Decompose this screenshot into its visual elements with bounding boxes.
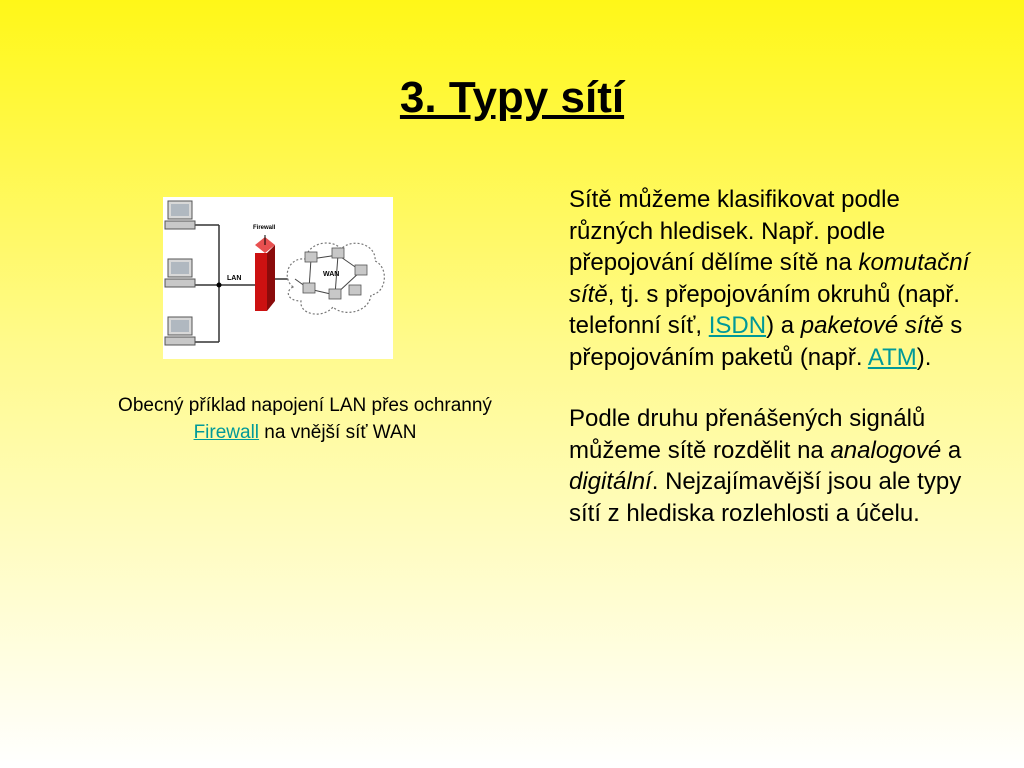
isdn-link[interactable]: ISDN [708,312,767,339]
emphasis-text: analogové [830,436,942,464]
firewall-link[interactable]: Firewall [193,422,260,443]
emphasis-text: digitální [569,468,652,495]
text-segment: a [941,436,962,464]
caption-text: Obecný příklad napojení LAN přes ochranný [118,395,492,416]
wan-label: WAN [323,271,340,278]
text-segment: , tj. s přepojováním okruhů (např. telefonní síť, [569,280,960,339]
paragraph-signal-types [569,403,974,529]
image-caption [110,392,500,446]
network-diagram [163,197,393,359]
firewall-label: Firewall [253,225,276,231]
firewall-icon [255,235,275,311]
lan-label: LAN [227,275,242,282]
slide-title: 3. Typy sítí [399,73,625,122]
text-segment: . Nejzajímavější jsou ale typy sítí z hlediska rozlehlosti a účelu. [569,468,962,527]
computer-icon [165,317,195,345]
emphasis-text: komutační sítě [569,249,970,308]
caption-text-end: na vnější síť WAN [259,422,417,443]
network-cloud-icon [287,243,384,314]
text-segment: s přepojováním paketů (např. [569,312,963,371]
content-text [569,184,974,529]
text-segment: ) a [766,312,801,339]
computer-icon [165,259,195,287]
computer-icon [165,201,195,229]
atm-link[interactable]: ATM [867,343,917,371]
text-segment: Podle druhu přenášených signálů můžeme sítě rozdělit na [569,405,926,464]
paragraph-network-classification [569,184,974,373]
emphasis-text: paketové sítě [800,312,944,339]
text-segment: Sítě můžeme klasifikovat podle různých hledisek. Např. podle přepojování dělíme sítě na [569,186,900,276]
text-segment: ). [916,343,932,371]
